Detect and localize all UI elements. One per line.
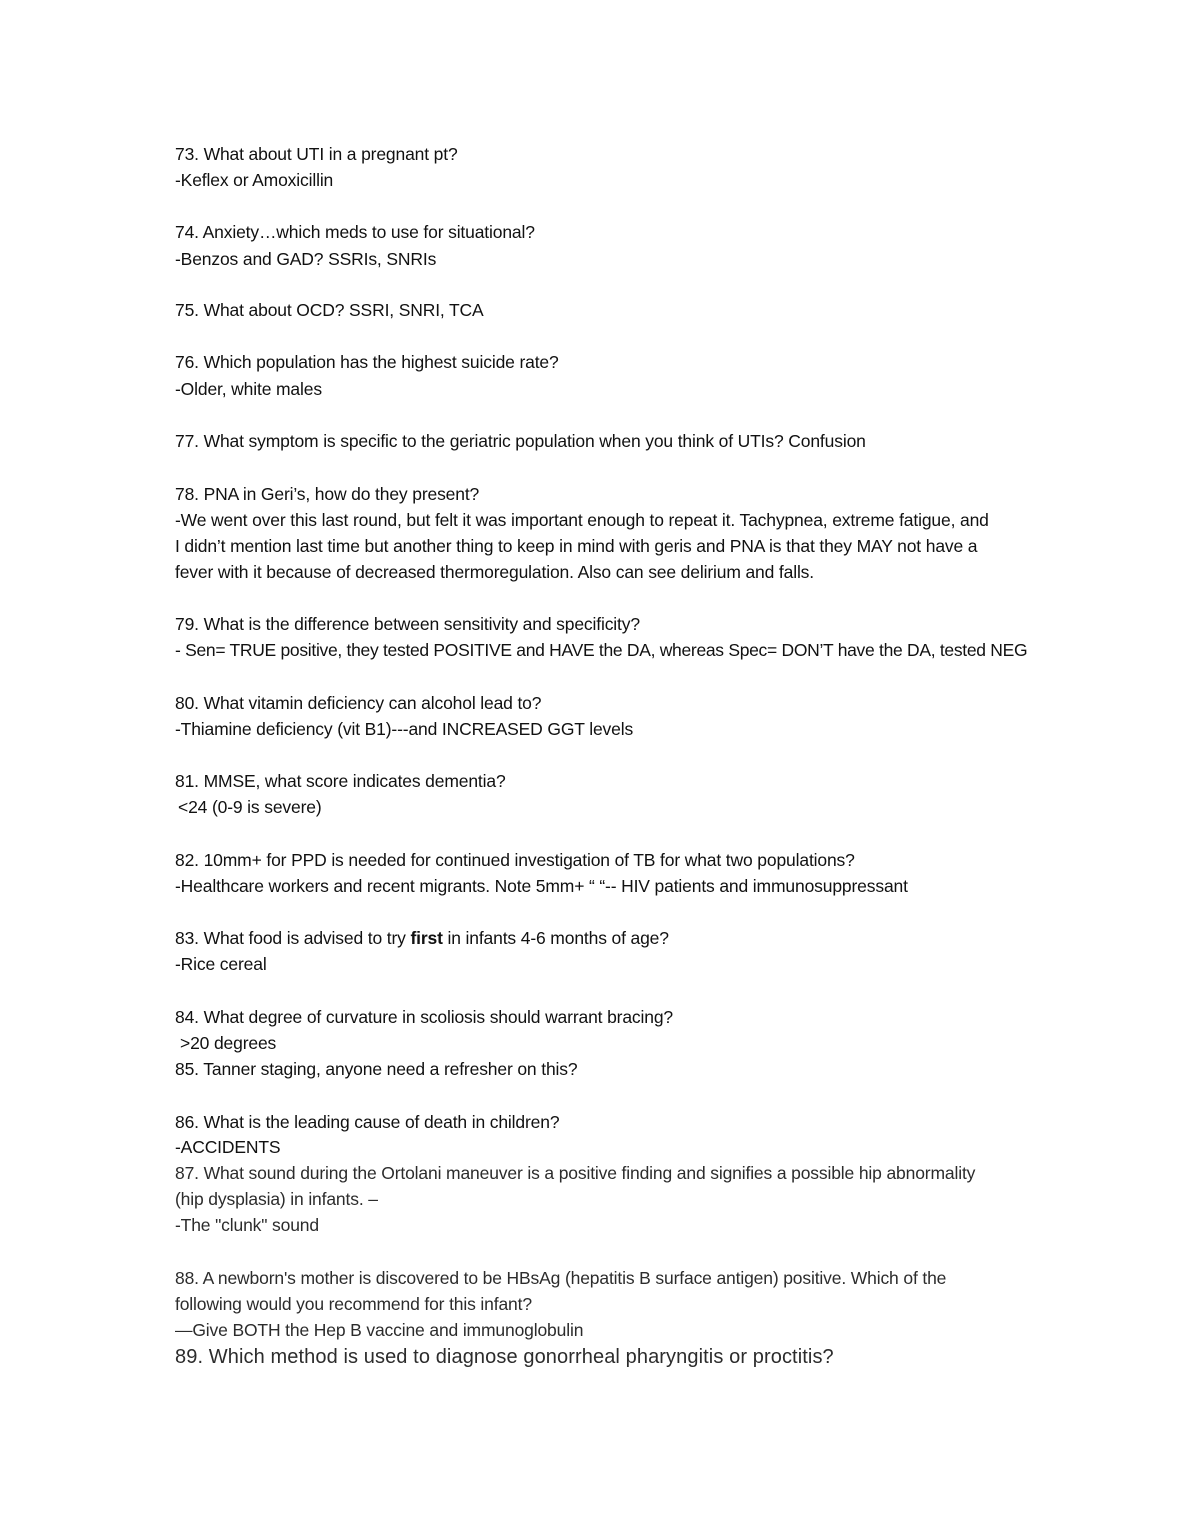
q85-question: 85. Tanner staging, anyone need a refresher on this? — [175, 1059, 578, 1079]
q78-answer-line3: fever with it because of decreased thermoregulation. Also can see delirium and falls. — [175, 562, 814, 582]
q88-question-line2: following would you recommend for this infant? — [175, 1294, 532, 1314]
q87-question-line1: 87. What sound during the Ortolani maneuver is a positive finding and signifies a possible hip abnormality — [175, 1163, 976, 1183]
q78-answer-line2: I didn’t mention last time but another thing to keep in mind with geris and PNA is that they MAY not have a — [175, 536, 978, 556]
q82-question: 82. 10mm+ for PPD is needed for continued investigation of TB for what two populations? — [175, 850, 855, 870]
q83-emphasis: first — [410, 928, 443, 948]
q74-question: 74. Anxiety…which meds to use for situational? — [175, 222, 535, 242]
q88-question-line1: 88. A newborn's mother is discovered to be HBsAg (hepatitis B surface antigen) positive. Which of the — [175, 1268, 947, 1288]
q86-question: 86. What is the leading cause of death in children? — [175, 1112, 560, 1132]
q78-question: 78. PNA in Geri’s, how do they present? — [175, 484, 480, 504]
q89-question: 89. Which method is used to diagnose gonorrheal pharyngitis or proctitis? — [175, 1346, 834, 1368]
q81-answer: <24 (0-9 is severe) — [178, 797, 322, 817]
q79-question: 79. What is the difference between sensitivity and specificity? — [175, 614, 640, 634]
q79-answer: - Sen= TRUE positive, they tested POSITIVE and HAVE the DA, whereas Spec= DON’T have the DA, tested NEG — [175, 640, 1028, 660]
q84-question: 84. What degree of curvature in scoliosis should warrant bracing? — [175, 1007, 674, 1027]
q83-answer: -Rice cereal — [175, 954, 267, 974]
q73-question: 73. What about UTI in a pregnant pt? — [175, 144, 458, 164]
q82-answer: -Healthcare workers and recent migrants. Note 5mm+ “ “-- HIV patients and immunosuppressant — [175, 876, 908, 896]
q86-answer: -ACCIDENTS — [175, 1137, 281, 1157]
q78-answer-line1: -We went over this last round, but felt it was important enough to repeat it. Tachypnea, extreme fatigue, and — [175, 510, 989, 530]
q80-question: 80. What vitamin deficiency can alcohol lead to? — [175, 693, 542, 713]
q73-answer: -Keflex or Amoxicillin — [175, 170, 334, 190]
q75-question: 75. What about OCD? SSRI, SNRI, TCA — [175, 300, 484, 320]
q83-text-end: in infants 4-6 months of age? — [442, 928, 669, 948]
q84-answer: >20 degrees — [180, 1033, 277, 1053]
q80-answer: -Thiamine deficiency (vit B1)---and INCREASED GGT levels — [175, 719, 634, 739]
q83-text-start: 83. What food is advised to try — [175, 928, 411, 948]
q81-question: 81. MMSE, what score indicates dementia? — [175, 771, 506, 791]
q74-answer: -Benzos and GAD? SSRIs, SNRIs — [175, 249, 437, 269]
q87-question-line2: (hip dysplasia) in infants. – — [175, 1189, 378, 1209]
q76-question: 76. Which population has the highest suicide rate? — [175, 352, 559, 372]
q83-question — [175, 925, 669, 951]
q87-answer: -The "clunk" sound — [175, 1215, 319, 1235]
q77-question: 77. What symptom is specific to the geriatric population when you think of UTIs? Confusion — [175, 431, 866, 451]
q76-answer: -Older, white males — [175, 379, 322, 399]
q88-answer: —Give BOTH the Hep B vaccine and immunoglobulin — [175, 1320, 584, 1340]
